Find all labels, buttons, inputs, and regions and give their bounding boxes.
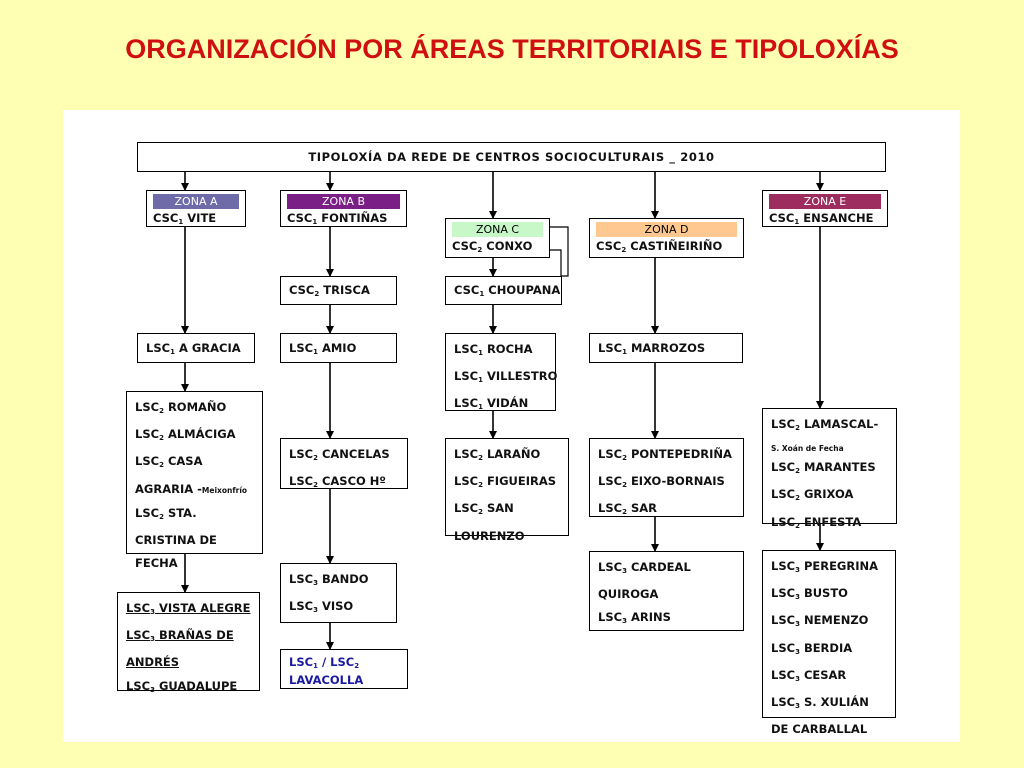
list-line: $LSC_1 / LSC_2$ — [289, 655, 360, 670]
zona-d-box — [589, 218, 744, 258]
list-line: $LSC_3$ NEMENZO — [771, 613, 869, 629]
zona-d-box-2-text: $LSC_1$ MARROZOS — [598, 341, 706, 356]
list-line: QUIROGA — [598, 587, 659, 602]
zona-c-box-3 — [445, 333, 556, 411]
list-line: $LSC_2$ CASA — [135, 454, 203, 470]
zona-a-box — [146, 190, 246, 227]
list-line: $LSC_2$ SAR — [598, 501, 657, 517]
list-line: $LSC_2$ EIXO-BORNAIS — [598, 474, 725, 490]
zona-c-label: ZONA C — [452, 222, 543, 237]
list-line: $LSC_2$ ALMÁCIGA — [135, 427, 236, 443]
list-line: $LSC_2$ GRIXOA — [771, 487, 854, 503]
list-line: LOURENZO — [454, 528, 525, 543]
zona-c-box — [445, 218, 550, 258]
zona-a-box-4 — [117, 592, 260, 694]
list-line: $LSC_2$ CASCO Hº — [289, 474, 386, 490]
list-line: $LSC_2$ CANCELAS — [289, 447, 390, 462]
diagram-panel — [63, 110, 960, 742]
zona-c-box-2 — [445, 276, 562, 305]
zona-c-center: $CSC_2$ CONXO — [452, 239, 533, 254]
zona-b-box-2-text: $CSC_2$ TRISCA — [289, 283, 370, 298]
zona-d-label: ZONA D — [596, 222, 737, 237]
zona-b-box-6 — [280, 649, 408, 689]
zona-c-box-4 — [445, 438, 569, 543]
zona-a-center: $CSC_1$ VITE — [153, 211, 217, 226]
zona-b-label: ZONA B — [287, 194, 400, 209]
list-line: $LSC_2$ ROMAÑO — [135, 400, 227, 415]
list-line: $LSC_1$ VIDÁN — [454, 396, 529, 412]
list-line: $LSC_2$ LARAÑO — [454, 447, 541, 462]
diagram-header: TIPOLOXÍA DA REDE DE CENTROS SOCIOCULTURAIS _ 2010 — [137, 142, 886, 172]
list-line: $LSC_2$ MARANTES — [771, 460, 876, 476]
list-line: $LSC_2$ LAMASCAL- — [771, 417, 879, 432]
list-line: $LSC_3$ CARDEAL — [598, 560, 691, 575]
list-line: FECHA — [135, 556, 178, 571]
zona-d-box-2 — [589, 333, 743, 363]
list-line: LAVACOLLA — [289, 673, 364, 687]
zona-e-box — [762, 190, 888, 227]
list-line: $LSC_2$ PONTEPEDRIÑA — [598, 447, 732, 462]
list-line: $LSC_3$ BUSTO — [771, 586, 848, 602]
list-line: $LSC_3$ BERDIA — [771, 640, 853, 656]
slide-title: ORGANIZACIÓN POR ÁREAS TERRITORIAIS E TIPOLOXÍAS — [125, 34, 899, 64]
zona-b-box-3 — [280, 333, 397, 363]
list-line: AGRARIA -Meixonfrío — [135, 481, 248, 496]
zona-b-box-3-text: $LSC_1$ AMIO — [289, 341, 357, 356]
list-line: $LSC_2$ STA. — [135, 505, 197, 521]
zona-b-box-4 — [280, 438, 408, 489]
zona-a-box-2 — [137, 333, 255, 363]
list-line: $LSC_3$ BRAÑAS DE — [126, 628, 234, 644]
zona-b-box-2 — [280, 276, 397, 305]
list-line: $LSC_2$ FIGUEIRAS — [454, 474, 557, 490]
list-line: S. Xoán de Fecha — [771, 444, 844, 454]
zona-e-box-3 — [762, 550, 896, 737]
zona-e-center: $CSC_1$ ENSANCHE — [769, 211, 874, 226]
zona-b-box — [280, 190, 407, 227]
zona-e-box-2 — [762, 408, 897, 530]
list-line: $LSC_3$ BANDO — [289, 572, 369, 587]
list-line: ANDRÉS — [126, 655, 180, 670]
list-line: CRISTINA DE — [135, 533, 217, 548]
zona-a-box-2-text: $LSC_1$ A GRACIA — [146, 341, 241, 356]
list-line: $LSC_3$ ARINS — [598, 610, 671, 626]
zona-d-box-4 — [589, 551, 744, 631]
list-line: $LSC_3$ GUADALUPE — [126, 678, 238, 694]
list-line: $LSC_3$ VISO — [289, 599, 354, 615]
list-line: $LSC_3$ CESAR — [771, 667, 847, 683]
zona-e-label: ZONA E — [769, 194, 881, 209]
list-line: $LSC_3$ VISTA ALEGRE — [126, 601, 251, 616]
zona-d-center: $CSC_2$ CASTIÑEIRIÑO — [596, 239, 723, 254]
list-line: DE CARBALLAL — [771, 722, 868, 737]
list-line: $LSC_3$ S. XULIÁN — [771, 695, 869, 711]
list-line: $LSC_1$ VILLESTRO — [454, 369, 558, 385]
zona-a-label: ZONA A — [153, 194, 239, 209]
zona-b-center: $CSC_1$ FONTIÑAS — [287, 211, 388, 226]
list-line: $LSC_2$ SAN — [454, 501, 514, 517]
zona-b-box-5 — [280, 563, 397, 623]
zona-c-box-2-text: $CSC_1$ CHOUPANA — [454, 283, 561, 298]
list-line: $LSC_2$ ENFESTA — [771, 514, 862, 530]
bracket-c — [550, 227, 568, 276]
list-line: $LSC_3$ PEREGRINA — [771, 559, 879, 574]
zona-d-box-3 — [589, 438, 744, 517]
zona-a-box-3 — [126, 391, 263, 571]
list-line: $LSC_1$ ROCHA — [454, 342, 533, 357]
